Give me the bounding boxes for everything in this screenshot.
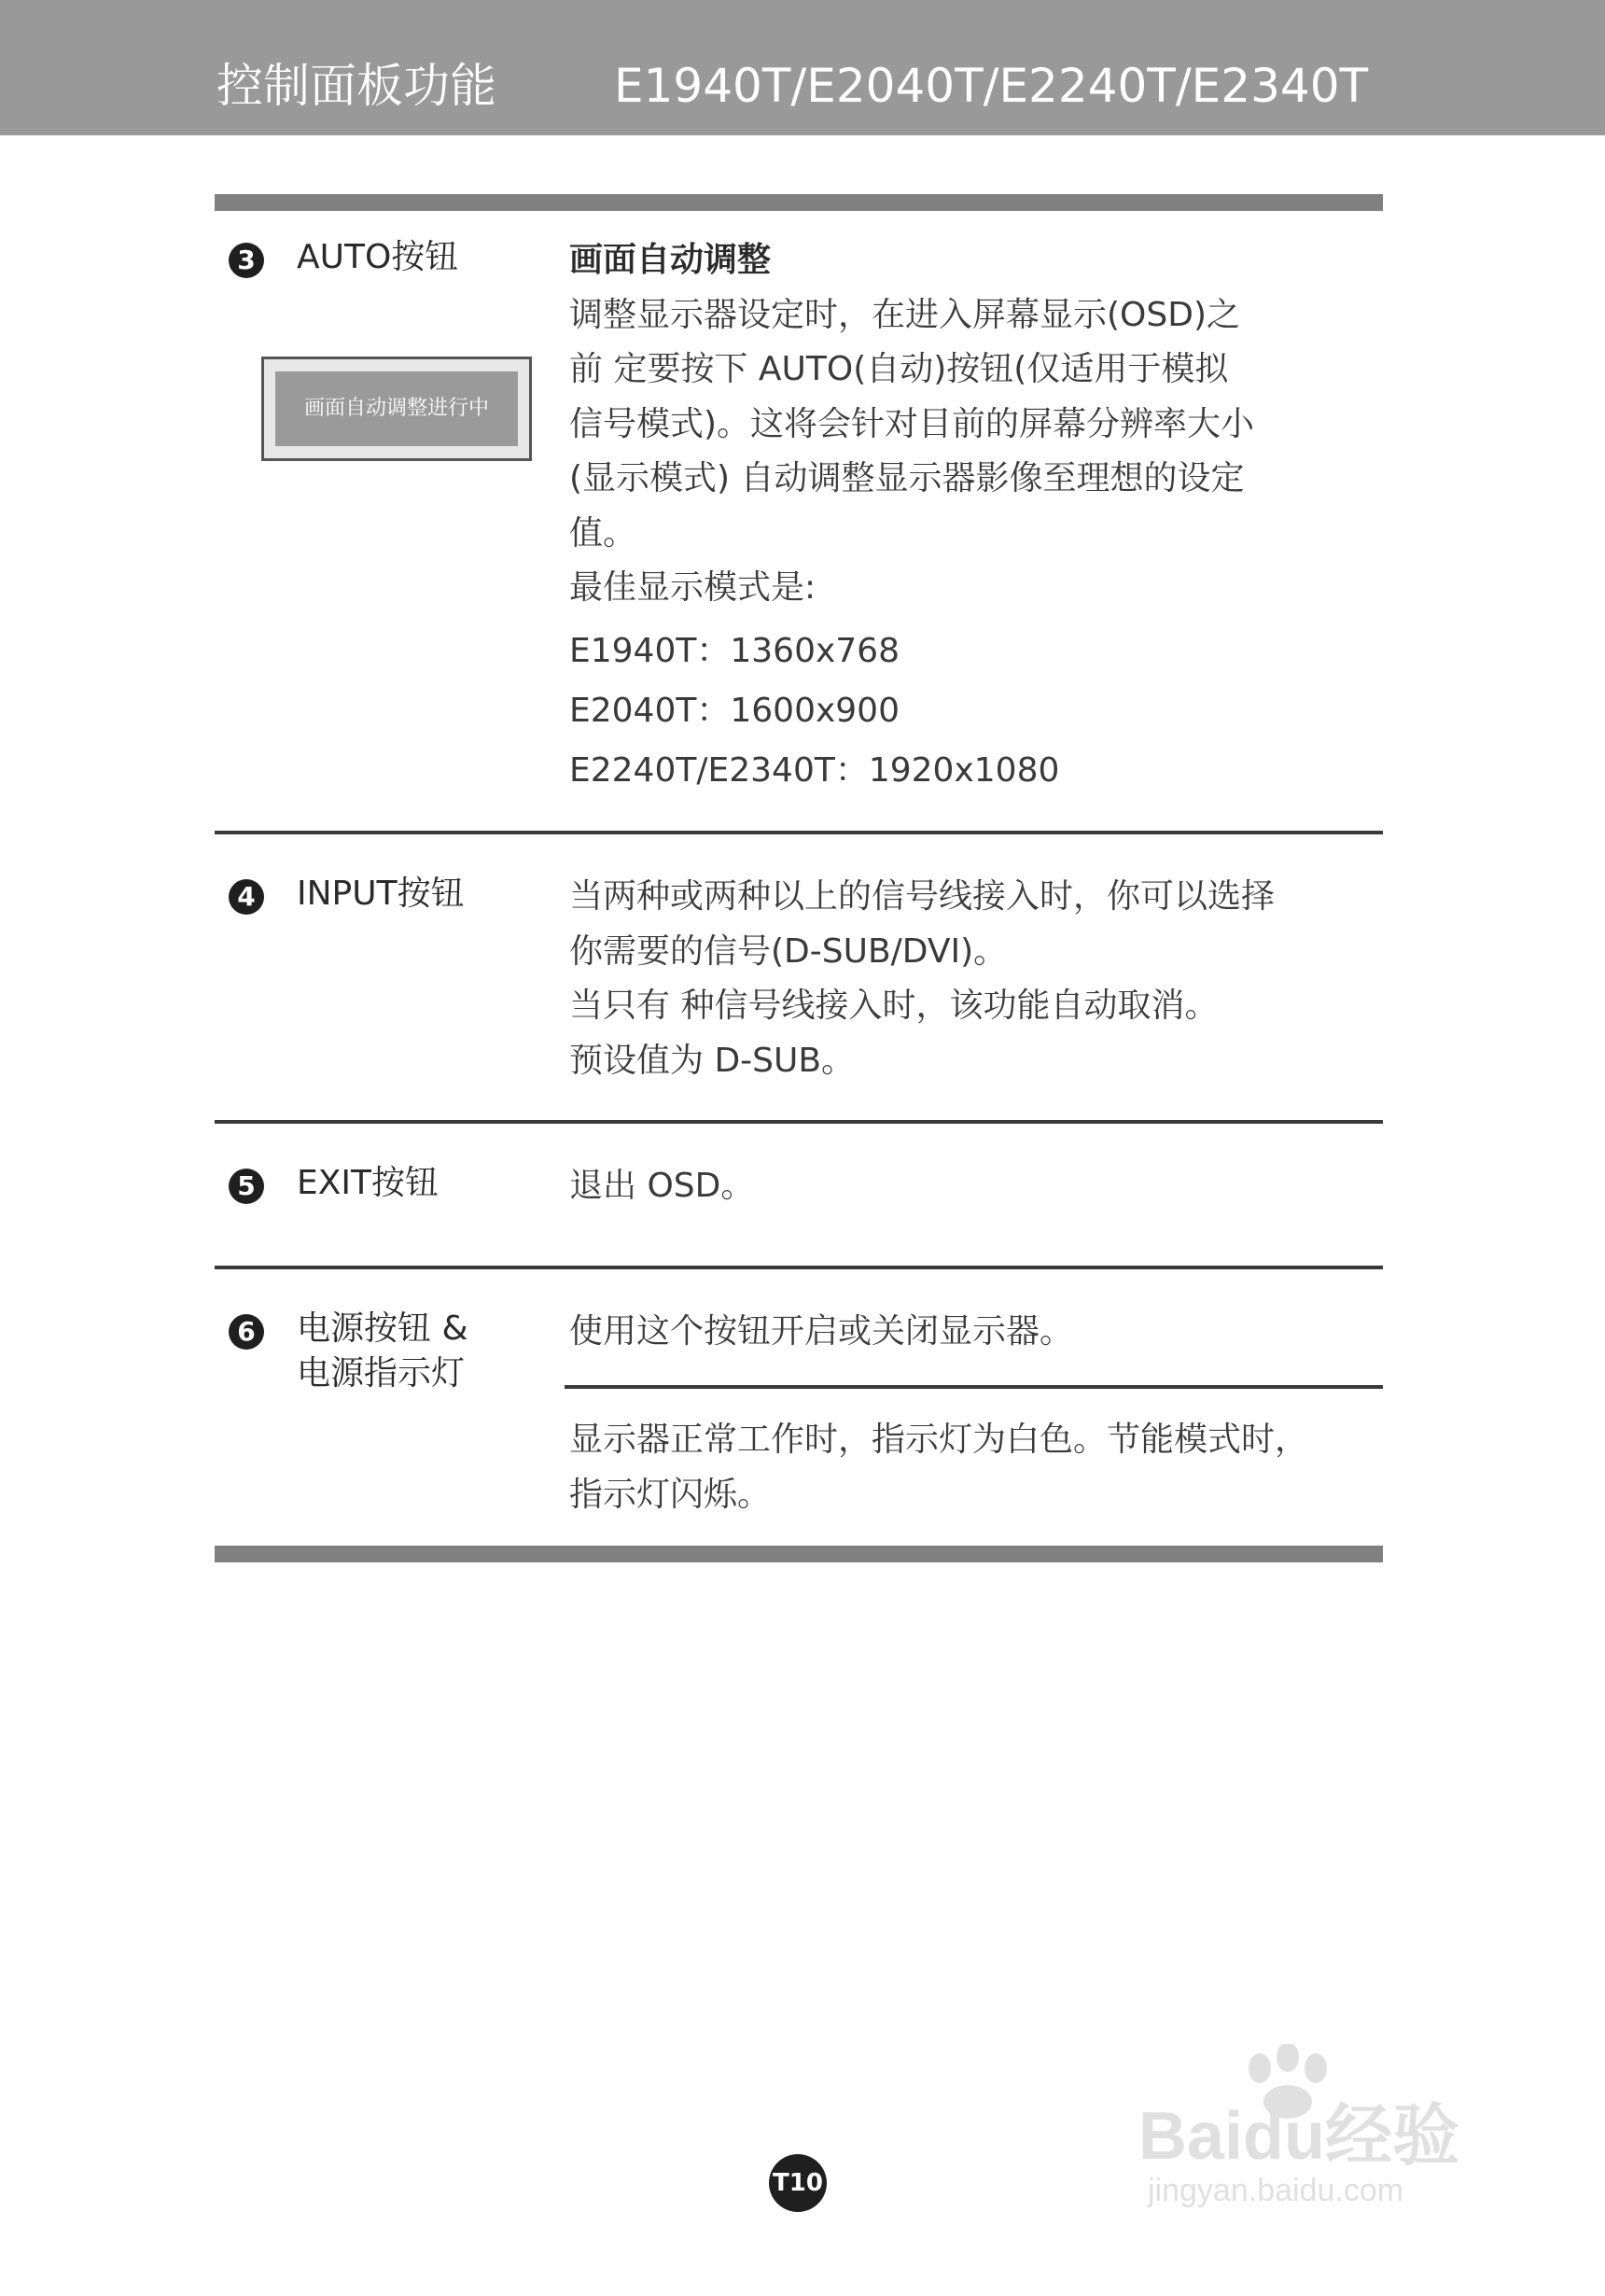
auto-button-label: AUTO按钮 <box>297 238 459 276</box>
section-number-badge: 3 <box>229 243 264 278</box>
section-number-badge: 4 <box>229 879 264 915</box>
desc-line: 当只有 种信号线接入时，该功能自动取消。 <box>569 987 1219 1025</box>
auto-heading: 画面自动调整 <box>569 241 772 279</box>
desc-line: 预设值为 D-SUB。 <box>569 1041 856 1080</box>
power-sub-divider <box>565 1385 1383 1389</box>
baidu-watermark <box>1138 2044 1512 2231</box>
header-title: 控制面板功能 <box>216 59 496 113</box>
section-number-badge: 5 <box>229 1169 264 1204</box>
power-indicator-label: 电源指示灯 <box>297 1354 466 1393</box>
section-divider <box>215 831 1383 834</box>
desc-line: 当两种或两种以上的信号线接入时，你可以选择 <box>569 877 1276 916</box>
desc-line: 显示器正常工作时，指示灯为白色。节能模式时， <box>569 1421 1309 1459</box>
section-divider <box>215 1266 1383 1269</box>
resolution-line: E2040T：1600x900 <box>569 692 900 730</box>
auto-description <box>569 233 1254 616</box>
bottom-rule <box>215 1546 1383 1562</box>
input-description <box>569 870 1275 1088</box>
page-header <box>0 0 1605 135</box>
power-button-label: 电源按钮 & <box>297 1309 468 1348</box>
watermark-url: jingyan.baidu.com <box>1148 2173 1404 2208</box>
power-description <box>569 1305 1073 1360</box>
exit-description <box>569 1159 754 1214</box>
desc-line: 指示灯闪烁。 <box>569 1475 772 1514</box>
indicator-description <box>569 1413 1308 1522</box>
desc-line: 值。 <box>569 513 637 553</box>
resolution-line: E2240T/E2340T：1920x1080 <box>569 751 1060 790</box>
desc-line: (显示模式) 自动调整显示器影像至理想的设定 <box>569 459 1245 497</box>
desc-line: 你需要的信号(D-SUB/DVI)。 <box>569 931 1008 971</box>
desc-line: 退出 OSD。 <box>569 1167 755 1205</box>
desc-line: 调整显示器设定时，在进入屏幕显示(OSD)之 <box>569 295 1240 334</box>
osd-message-text: 画面自动调整进行中 <box>275 371 518 446</box>
header-models: E1940T/E2040T/E2240T/E2340T <box>614 59 1369 113</box>
input-button-label: INPUT按钮 <box>297 875 465 913</box>
desc-line: 信号模式)。这将会针对目前的屏幕分辨率大小 <box>569 404 1255 443</box>
desc-line: 前 定要按下 AUTO(自动)按钮(仅适用于模拟 <box>569 350 1229 388</box>
resolution-line: E1940T：1360x768 <box>569 632 900 670</box>
section-divider <box>215 1120 1383 1124</box>
watermark-brand: Baidu经验 <box>1138 2099 1460 2174</box>
top-rule <box>215 194 1383 211</box>
desc-line: 使用这个按钮开启或关闭显示器。 <box>569 1312 1074 1351</box>
exit-button-label: EXIT按钮 <box>297 1164 440 1202</box>
page-number-badge: T10 <box>769 2154 827 2212</box>
desc-line: 最佳显示模式是: <box>569 568 816 607</box>
osd-message-box <box>261 357 532 461</box>
section-number-badge: 6 <box>229 1314 264 1350</box>
